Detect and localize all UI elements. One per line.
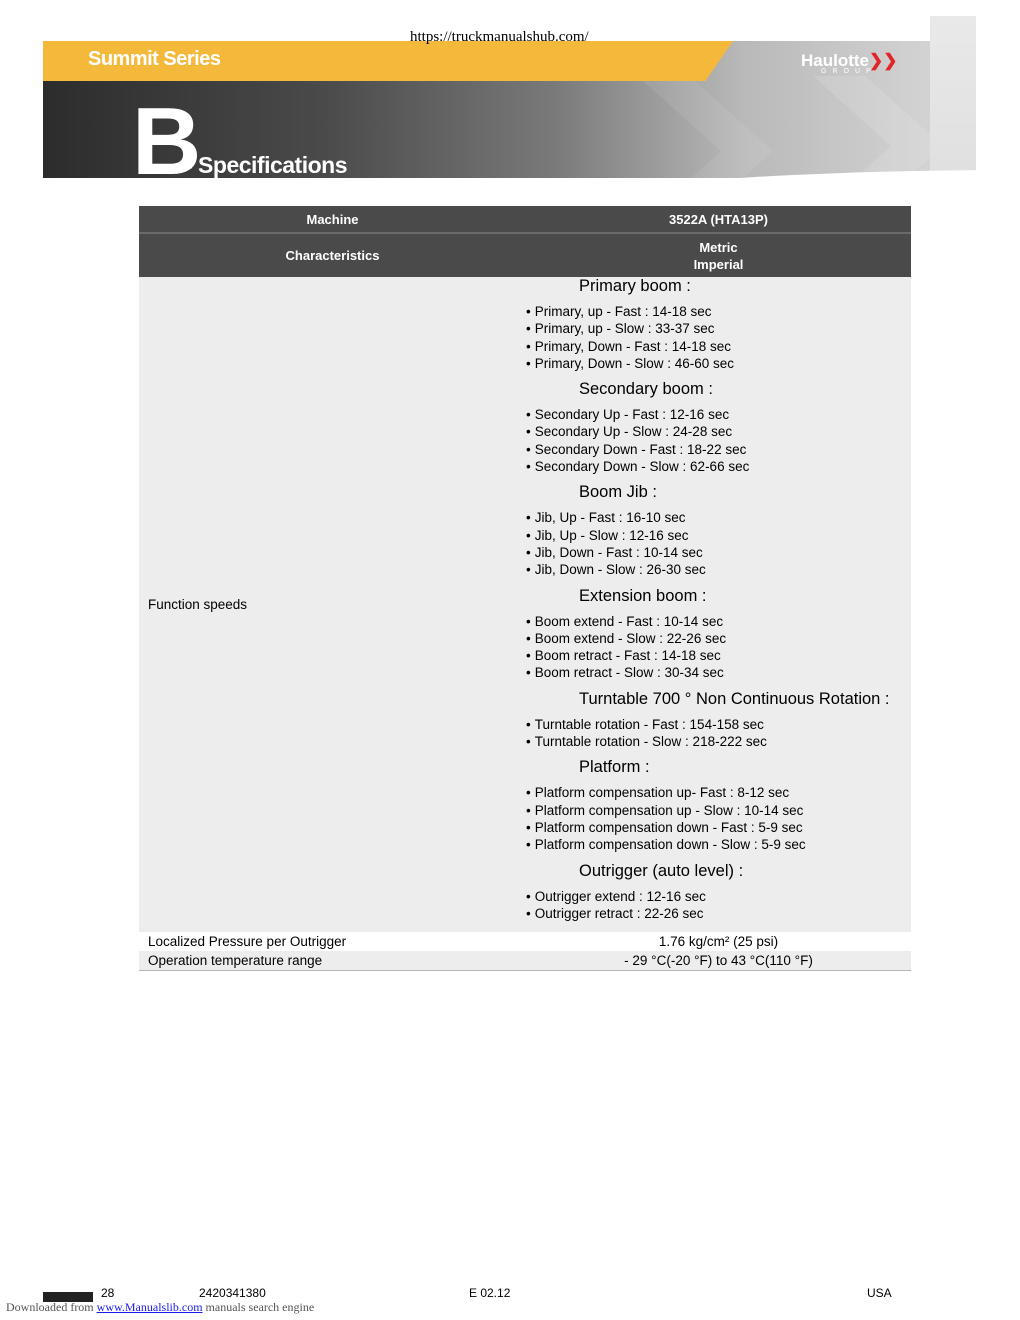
speed-item: • Boom extend - Fast : 10-14 sec bbox=[526, 613, 911, 630]
speed-item: • Secondary Up - Slow : 24-28 sec bbox=[526, 423, 911, 440]
speed-item: • Boom retract - Fast : 14-18 sec bbox=[526, 647, 911, 664]
speed-group bbox=[526, 277, 911, 372]
speed-item: • Platform compensation down - Slow : 5-9 sec bbox=[526, 836, 911, 853]
speed-item: • Platform compensation up - Slow : 10-14 sec bbox=[526, 802, 911, 819]
series-title: Summit Series bbox=[88, 48, 221, 70]
temperature-value: - 29 °C(-20 °F) to 43 °C(110 °F) bbox=[526, 951, 911, 971]
speed-item: • Jib, Up - Slow : 12-16 sec bbox=[526, 527, 911, 544]
speed-item: • Jib, Down - Fast : 10-14 sec bbox=[526, 544, 911, 561]
specifications-table bbox=[139, 206, 911, 971]
speed-group bbox=[526, 587, 911, 682]
speed-item: • Boom retract - Slow : 30-34 sec bbox=[526, 664, 911, 681]
speed-group bbox=[526, 483, 911, 578]
chevron-decoration bbox=[643, 81, 773, 178]
pressure-label: Localized Pressure per Outrigger bbox=[139, 932, 526, 951]
speed-item: • Platform compensation up- Fast : 8-12 sec bbox=[526, 784, 911, 801]
speed-item: • Jib, Down - Slow : 26-30 sec bbox=[526, 561, 911, 578]
top-url: https://truckmanualshub.com/ bbox=[410, 29, 589, 45]
chapter-title: - Specifications bbox=[185, 152, 347, 178]
speed-item: • Turntable rotation - Slow : 218-222 sec bbox=[526, 733, 911, 750]
speed-group-title: Turntable 700 ° Non Continuous Rotation : bbox=[579, 689, 890, 708]
function-speeds-label: Function speeds bbox=[139, 277, 526, 932]
speed-group-title: Platform : bbox=[579, 758, 650, 777]
speed-item: • Secondary Down - Slow : 62-66 sec bbox=[526, 458, 911, 475]
logo-chevron-icon: ❯❯ bbox=[869, 51, 898, 70]
download-suffix: manuals search engine bbox=[202, 1300, 315, 1314]
machine-header: Machine bbox=[139, 206, 526, 233]
speed-list bbox=[526, 406, 911, 475]
region: USA bbox=[867, 1286, 892, 1300]
doc-code: 2420341380 bbox=[199, 1286, 266, 1300]
table-row bbox=[139, 932, 911, 951]
speed-item: • Primary, Down - Fast : 14-18 sec bbox=[526, 338, 911, 355]
speed-group bbox=[526, 862, 911, 923]
logo-name: Haulotte bbox=[801, 51, 869, 70]
speed-item: • Boom extend - Slow : 22-26 sec bbox=[526, 630, 911, 647]
speed-list bbox=[526, 784, 911, 853]
speed-item: • Outrigger extend : 12-16 sec bbox=[526, 888, 911, 905]
chevron-decoration bbox=[813, 76, 943, 178]
haulotte-logo bbox=[801, 51, 898, 75]
speed-item: • Secondary Up - Fast : 12-16 sec bbox=[526, 406, 911, 423]
temperature-label: Operation temperature range bbox=[139, 951, 526, 971]
units-header bbox=[526, 233, 911, 277]
speed-item: • Primary, up - Fast : 14-18 sec bbox=[526, 303, 911, 320]
speed-item: • Platform compensation down - Fast : 5-9 sec bbox=[526, 819, 911, 836]
speed-group-title: Primary boom : bbox=[579, 277, 691, 295]
chapter-letter: B bbox=[132, 88, 198, 178]
speed-group-title: Extension boom : bbox=[579, 586, 707, 605]
speed-list bbox=[526, 613, 911, 682]
speed-item: • Outrigger retract : 22-26 sec bbox=[526, 905, 911, 922]
machine-model: 3522A (HTA13P) bbox=[526, 206, 911, 233]
speed-item: • Primary, Down - Slow : 46-60 sec bbox=[526, 355, 911, 372]
table-row bbox=[139, 277, 911, 932]
speed-list bbox=[526, 888, 911, 923]
speed-group-title: Secondary boom : bbox=[579, 380, 713, 399]
manualslib-link[interactable]: www.Manualslib.com bbox=[96, 1300, 203, 1314]
speed-group bbox=[526, 380, 911, 475]
download-prefix: Downloaded from bbox=[6, 1300, 97, 1314]
speed-group bbox=[526, 690, 911, 751]
function-speeds-values bbox=[526, 277, 911, 932]
units-imperial: Imperial bbox=[693, 256, 744, 272]
table-header-row bbox=[139, 206, 911, 233]
speed-list bbox=[526, 509, 911, 578]
speed-item: • Secondary Down - Fast : 18-22 sec bbox=[526, 441, 911, 458]
logo-group: GROUP bbox=[821, 68, 877, 75]
speed-list bbox=[526, 716, 911, 751]
speed-list bbox=[526, 303, 911, 372]
speed-item: • Turntable rotation - Fast : 154-158 sec bbox=[526, 716, 911, 733]
speed-group bbox=[526, 758, 911, 853]
units-metric: Metric bbox=[699, 239, 738, 255]
speed-group-title: Boom Jib : bbox=[579, 483, 657, 502]
speed-item: • Primary, up - Slow : 33-37 sec bbox=[526, 320, 911, 337]
download-note bbox=[6, 1300, 314, 1315]
characteristics-header: Characteristics bbox=[139, 233, 526, 277]
page-number: 28 bbox=[101, 1286, 115, 1300]
table-row bbox=[139, 951, 911, 971]
edition: E 02.12 bbox=[469, 1286, 511, 1300]
speed-group-title: Outrigger (auto level) : bbox=[579, 861, 744, 880]
speed-item: • Jib, Up - Fast : 16-10 sec bbox=[526, 509, 911, 526]
pressure-value: 1.76 kg/cm² (25 psi) bbox=[526, 932, 911, 951]
table-header-row bbox=[139, 233, 911, 277]
